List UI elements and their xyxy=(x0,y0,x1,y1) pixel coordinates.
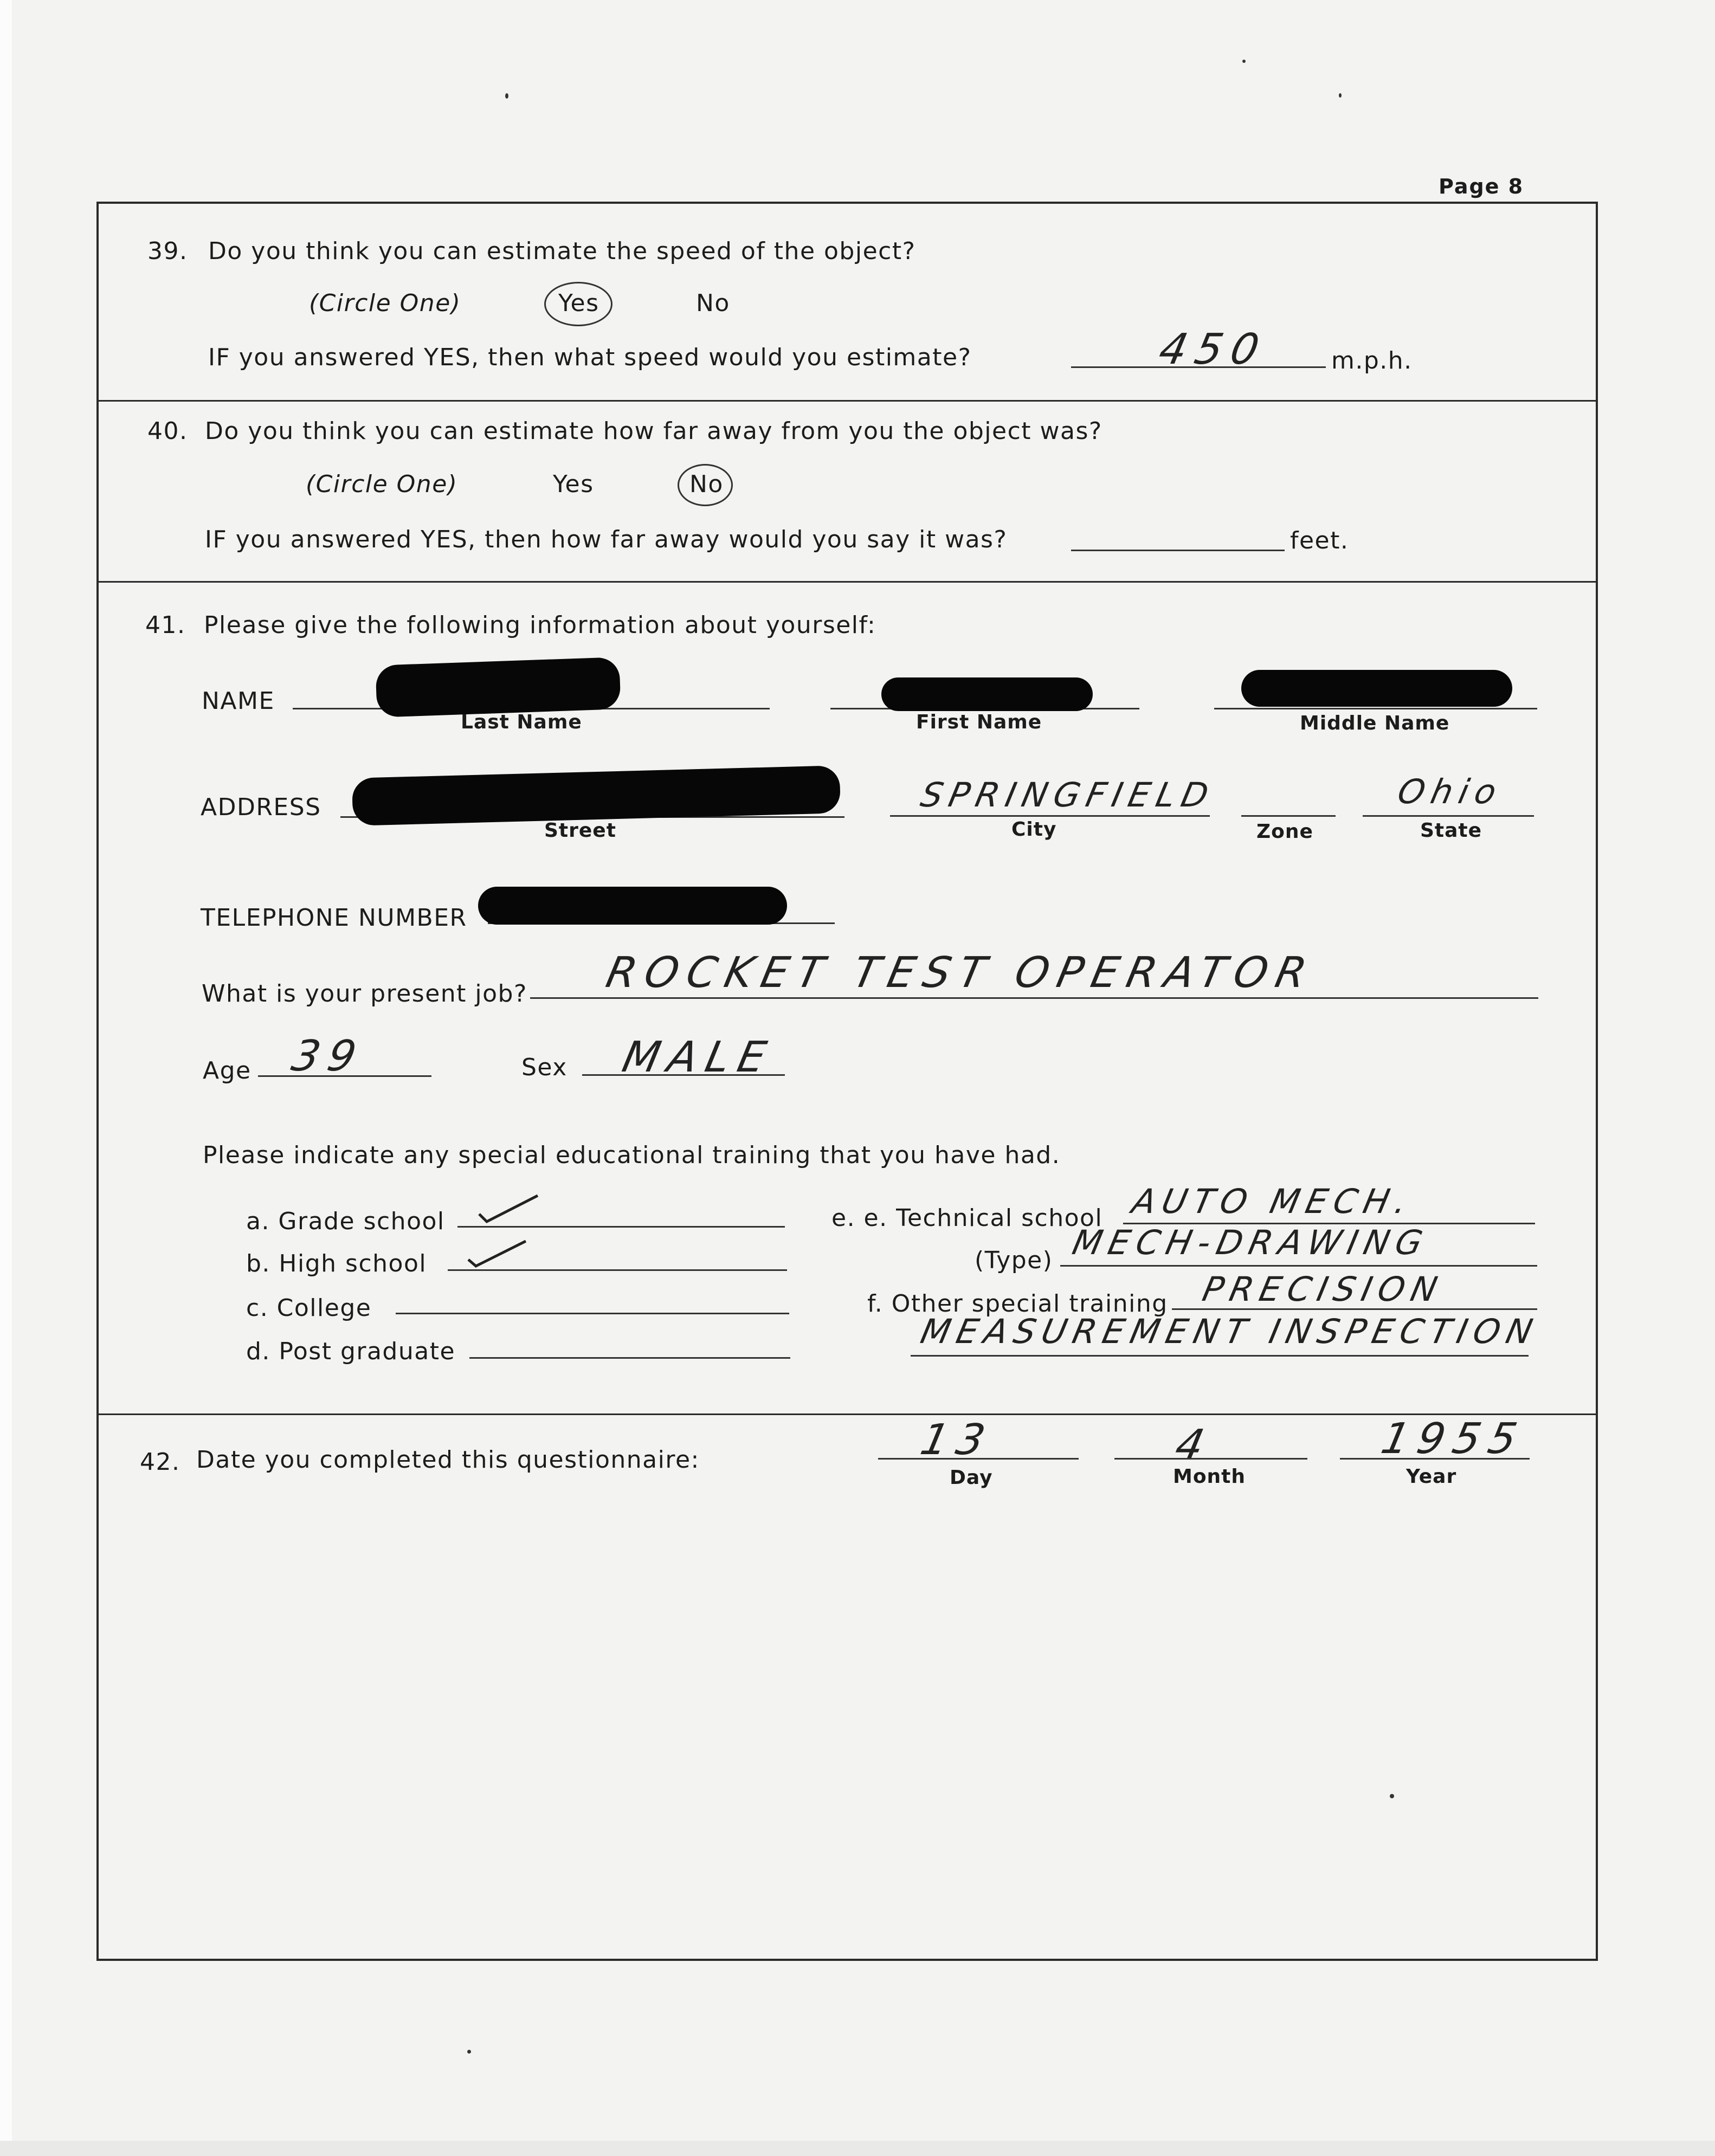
question-number: 40. xyxy=(147,417,188,445)
scan-speck xyxy=(467,2050,471,2054)
check-icon xyxy=(477,1192,542,1225)
first-name-caption: First Name xyxy=(916,711,1042,733)
scan-speck xyxy=(505,93,508,99)
question-number: 39. xyxy=(147,237,188,265)
telephone-label: TELEPHONE NUMBER xyxy=(201,904,467,932)
check-icon xyxy=(466,1237,531,1269)
day-line xyxy=(878,1458,1079,1460)
scan-speck xyxy=(1339,93,1342,98)
page-number: Page 8 xyxy=(1439,175,1524,198)
selection-circle xyxy=(678,464,733,506)
edu-grade-school-line xyxy=(457,1226,785,1228)
redaction-telephone xyxy=(478,887,787,925)
city-line xyxy=(890,815,1210,817)
city-caption: City xyxy=(1011,818,1057,841)
technical-school-value[interactable]: AUTO MECH. xyxy=(1129,1182,1417,1221)
other-training-value-1[interactable]: PRECISION xyxy=(1199,1269,1447,1309)
distance-unit: feet. xyxy=(1290,527,1349,554)
year-line xyxy=(1340,1458,1530,1460)
middle-name-caption: Middle Name xyxy=(1300,712,1450,734)
middle-name-line xyxy=(1214,708,1537,709)
age-line xyxy=(258,1075,431,1077)
question-number: 41. xyxy=(145,611,186,639)
state-line xyxy=(1363,815,1534,817)
section-divider xyxy=(96,581,1598,583)
state-value[interactable]: Ohio xyxy=(1394,772,1507,811)
street-caption: Street xyxy=(544,819,616,842)
speed-unit: m.p.h. xyxy=(1331,347,1413,375)
scan-edge-bottom xyxy=(0,2141,1715,2156)
redaction-last-name xyxy=(375,657,621,718)
speed-answer-line xyxy=(1071,366,1326,368)
edu-grade-school-label: a. Grade school xyxy=(246,1208,445,1235)
edu-college-label: c. College xyxy=(246,1294,372,1322)
other-training-line-1 xyxy=(1172,1308,1537,1310)
other-training-value-2[interactable]: MEASUREMENT INSPECTION xyxy=(917,1312,1543,1351)
last-name-caption: Last Name xyxy=(461,711,582,733)
month-value[interactable]: 4 xyxy=(1171,1421,1217,1470)
question-text: Date you completed this questionnaire: xyxy=(196,1446,700,1474)
edu-technical-school-label: e. e. Technical school xyxy=(831,1204,1103,1232)
question-text: Do you think you can estimate the speed of the object? xyxy=(208,237,916,265)
edu-high-school-label: b. High school xyxy=(246,1250,427,1277)
edu-post-graduate-line xyxy=(469,1357,790,1359)
other-training-line-2 xyxy=(911,1355,1529,1357)
month-line xyxy=(1114,1458,1307,1460)
sex-value[interactable]: MALE xyxy=(618,1033,779,1082)
scan-edge xyxy=(0,0,12,2156)
zone-line xyxy=(1241,815,1336,817)
option-yes[interactable]: Yes xyxy=(558,289,599,317)
redaction-middle-name xyxy=(1241,670,1512,707)
sex-line xyxy=(582,1074,785,1076)
selection-circle xyxy=(544,282,612,326)
distance-answer-line xyxy=(1071,550,1285,551)
address-label: ADDRESS xyxy=(201,793,321,821)
age-label: Age xyxy=(203,1057,252,1085)
followup-text: IF you answered YES, then how far away would you say it was? xyxy=(205,526,1008,553)
job-value[interactable]: ROCKET TEST OPERATOR xyxy=(602,948,1320,997)
edu-college-line xyxy=(396,1313,789,1314)
edu-high-school-line xyxy=(448,1269,787,1271)
year-value[interactable]: 1955 xyxy=(1377,1415,1530,1463)
year-caption: Year xyxy=(1406,1466,1457,1488)
education-prompt: Please indicate any special educational training that you have had. xyxy=(203,1141,1061,1169)
option-no[interactable]: No xyxy=(696,289,730,317)
question-text: Do you think you can estimate how far away from you the object was? xyxy=(205,417,1102,445)
zone-caption: Zone xyxy=(1256,821,1313,843)
age-value[interactable]: 39 xyxy=(287,1032,369,1081)
type-value[interactable]: MECH-DRAWING xyxy=(1069,1223,1433,1262)
job-line xyxy=(530,997,1538,999)
sex-label: Sex xyxy=(521,1054,568,1081)
option-no[interactable]: No xyxy=(689,470,724,498)
followup-text: IF you answered YES, then what speed would you estimate? xyxy=(208,344,972,371)
scan-speck xyxy=(1242,60,1246,63)
type-line xyxy=(1060,1265,1537,1267)
option-yes[interactable]: Yes xyxy=(553,470,594,498)
section-divider xyxy=(96,1413,1598,1415)
state-caption: State xyxy=(1420,819,1482,842)
day-value[interactable]: 13 xyxy=(916,1416,998,1464)
job-label: What is your present job? xyxy=(202,980,527,1008)
name-label: NAME xyxy=(202,687,275,715)
edu-post-graduate-label: d. Post graduate xyxy=(246,1338,456,1365)
circle-one-label: (Circle One) xyxy=(306,470,458,498)
month-caption: Month xyxy=(1173,1466,1246,1488)
question-text: Please give the following information about yourself: xyxy=(204,611,876,639)
section-divider xyxy=(96,400,1598,402)
edu-other-training-label: f. Other special training xyxy=(867,1290,1168,1318)
type-label: (Type) xyxy=(975,1247,1053,1274)
circle-one-label: (Circle One) xyxy=(309,289,461,317)
questionnaire-form xyxy=(96,202,1598,1961)
redaction-first-name xyxy=(881,677,1093,711)
question-number: 42. xyxy=(140,1448,180,1476)
day-caption: Day xyxy=(950,1467,993,1489)
speed-answer[interactable]: 450 xyxy=(1155,325,1272,374)
city-value[interactable]: SPRINGFIELD xyxy=(917,775,1218,815)
